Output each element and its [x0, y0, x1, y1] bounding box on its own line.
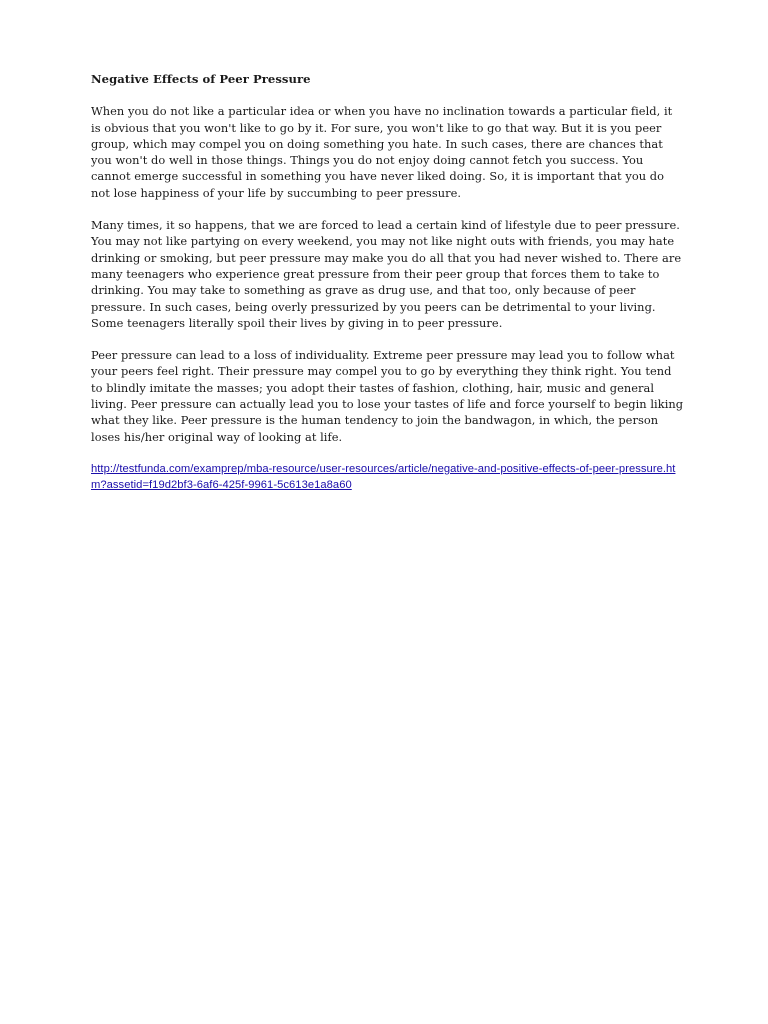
- paragraph-3: Peer pressure can lead to a loss of individuality. Extreme peer pressure may lead you to follow what your peers feel right. Their pressure may compel you to go by everything they think right. You tend to blindly imitate the masses; you adopt their tastes of fashion, clothing, hair, music and general living. Peer pressure can actually lead you to lose your tastes of life and force yourself to begin liking what they like. Peer pressure is the human tendency to join the bandwagon, in which, the person loses his/her original way of looking at life.: [91, 348, 684, 444]
- document-title: Negative Effects of Peer Pressure: [91, 72, 311, 86]
- paragraph-2: Many times, it so happens, that we are forced to lead a certain kind of lifestyle due to peer pressure. You may not like partying on every weekend, you may not like night outs with friends, you may hate drinking or smoking, but peer pressure may make you do all that you had never wished to. There are many teenagers who experience great pressure from their peer group that forces them to take to drinking. You may take to something as grave as drug use, and that too, only because of peer pressure. In such cases, being overly pressurized by you peers can be detrimental to your living. Some teenagers literally spoil their lives by giving in to peer pressure.: [91, 218, 682, 330]
- paragraph-1: When you do not like a particular idea or when you have no inclination towards a particular field, it is obvious that you won't like to go by it. For sure, you won't like to go that way. But it is you peer group, which may compel you on doing something you hate. In such cases, there are chances that you won't do well in those things. Things you do not enjoy doing cannot fetch you success. You cannot emerge successful in something you have never liked doing. So, it is important that you do not lose happiness of your life by succumbing to peer pressure.: [91, 104, 673, 200]
- source-link[interactable]: http://testfunda.com/examprep/mba-resource/user-resources/article/negative-and-positive-effects-of-peer-pressure.htm?assetid=f19d2bf3-6af6-425f-9961-5c613e1a8a60: [91, 462, 676, 491]
- document-body: [91, 71, 685, 493]
